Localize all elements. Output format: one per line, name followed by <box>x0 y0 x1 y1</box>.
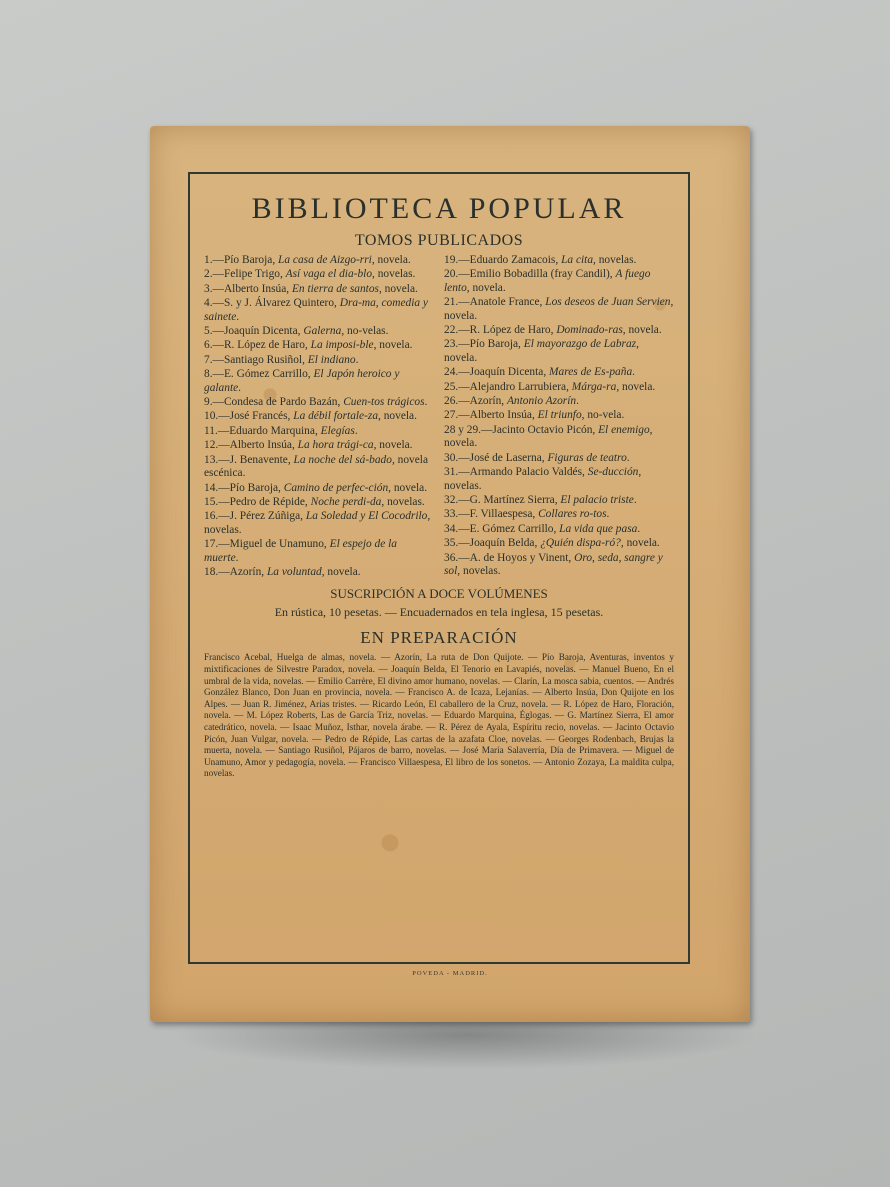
volume-work: A fuego lento <box>444 268 651 294</box>
printer-imprint: POVEDA - MADRID. <box>412 970 488 977</box>
volume-number: 33.— <box>444 508 470 521</box>
volume-work: Figuras de teatro <box>547 451 627 464</box>
volume-work: La débil fortale-za <box>293 410 379 423</box>
volume-entry <box>204 254 434 267</box>
volume-genre: . <box>238 381 242 394</box>
volume-genre: . <box>626 451 630 464</box>
volume-entry <box>204 354 434 367</box>
volume-genre: , novela. <box>371 254 411 266</box>
volume-genre: , novelas. <box>381 495 425 508</box>
left-column <box>204 254 434 580</box>
volume-number: 31.— <box>444 466 470 479</box>
volume-author: José de Laserna, <box>469 451 548 464</box>
volume-author: Jacinto Octavio Picón, <box>492 423 599 436</box>
volume-author: R. López de Haro, <box>469 324 557 337</box>
volume-author: R. López de Haro, <box>223 339 311 352</box>
volume-genre: . <box>633 493 637 506</box>
volume-genre: . <box>236 310 240 323</box>
volume-entry <box>204 268 434 281</box>
subtitle: TOMOS PUBLICADOS <box>354 232 524 249</box>
volume-genre: , novela. <box>378 410 417 423</box>
volume-work: Noche perdi-da <box>310 495 382 508</box>
volume-number: 23.— <box>444 338 470 351</box>
volume-work: El Japón heroico y galante <box>204 368 400 394</box>
volume-genre: . <box>424 396 428 409</box>
volume-genre: , novela. <box>388 481 428 494</box>
volume-author: Alberto Insúa, <box>469 409 538 422</box>
preparation-heading: EN PREPARACIÓN <box>360 628 518 648</box>
volume-entry <box>204 396 434 409</box>
volume-entry <box>204 283 434 296</box>
volume-author: Alejandro Larrubiera, <box>469 380 572 393</box>
volume-author: Santiago Rusiñol, <box>223 353 308 366</box>
volume-genre: , novela. <box>622 324 662 337</box>
page-title: BIBLIOTECA POPULAR <box>251 192 627 225</box>
volume-author: Emilio Bobadilla (fray Candil), <box>469 268 616 281</box>
volume-entry <box>444 452 674 465</box>
volume-author: Armando Palacio Valdés, <box>469 466 588 479</box>
volume-work: El triunfo <box>537 409 582 422</box>
volume-author: Alberto Insúa, <box>229 439 298 452</box>
volume-work: La cita <box>561 254 594 266</box>
volume-genre: , novela. <box>373 439 413 452</box>
volume-number: 20.— <box>444 268 470 281</box>
volume-entry <box>204 410 434 423</box>
volume-number: 22.— <box>444 324 470 337</box>
volume-genre: , novela. <box>444 296 674 322</box>
volume-genre: . <box>235 551 239 564</box>
volume-number: 1.— <box>204 254 224 266</box>
volume-author: A. de Hoyos y Vinent, <box>469 551 575 564</box>
volume-genre: , novela. <box>616 380 656 393</box>
volume-number: 4.— <box>204 297 224 310</box>
volume-entry <box>444 381 674 394</box>
volume-genre: , novelas. <box>593 254 637 266</box>
volume-genre: . <box>354 424 358 437</box>
volume-entry <box>204 566 434 579</box>
volume-author: Azorín, <box>229 565 267 578</box>
volume-number: 24.— <box>444 366 470 379</box>
volume-number: 27.— <box>444 409 470 422</box>
volume-entry <box>204 482 434 495</box>
volume-number: 2.— <box>204 268 224 281</box>
volume-work: Se-ducción <box>587 466 639 479</box>
volume-entry <box>204 510 434 537</box>
volume-entry <box>204 538 434 565</box>
volume-entry <box>204 454 434 481</box>
volume-entry <box>204 368 434 395</box>
volume-entry <box>444 395 674 408</box>
volume-number: 6.— <box>204 339 224 352</box>
volume-entry <box>444 508 674 521</box>
volume-entry <box>444 537 674 550</box>
volume-work: La casa de Aizgo-rri <box>278 254 372 266</box>
volume-entry <box>444 494 674 507</box>
volume-author: José Francés, <box>229 410 294 423</box>
volume-author: Pedro de Répide, <box>229 495 311 508</box>
volume-number: 12.— <box>204 439 230 452</box>
volume-work: El espejo de la muerte <box>204 538 397 564</box>
volume-work: La noche del sá-bado <box>293 453 392 466</box>
volume-work: Márga-ra <box>571 380 617 393</box>
volume-genre: , novela. <box>378 282 418 295</box>
volume-entry <box>204 339 434 352</box>
volume-work: La Soledad y El Cocodrilo <box>305 510 428 523</box>
volume-entry <box>444 268 674 295</box>
subscription-heading: SUSCRIPCIÓN A DOCE VOLÚMENES <box>330 586 548 602</box>
volume-entry <box>444 424 674 451</box>
volume-entry <box>444 324 674 337</box>
volume-genre: , novela. <box>466 281 506 294</box>
volume-entry <box>444 552 674 579</box>
volume-number: 19.— <box>444 254 470 266</box>
volume-author: Pío Baroja, <box>223 254 279 266</box>
volume-genre: , novela. <box>444 423 653 450</box>
volume-work: La vida que pasa <box>559 522 638 535</box>
printed-frame <box>188 172 690 964</box>
volume-number: 30.— <box>444 451 470 464</box>
volume-work: ¿Quién dispa-ró? <box>540 537 621 550</box>
volume-number: 36.— <box>444 551 470 564</box>
volume-entry <box>204 325 434 338</box>
volume-number: 3.— <box>204 282 224 295</box>
volume-genre: . <box>576 395 579 408</box>
volume-number: 21.— <box>444 296 470 309</box>
volume-author: Felipe Trigo, <box>223 268 286 281</box>
volume-entry <box>444 409 674 422</box>
volume-genre: . <box>606 508 610 521</box>
volume-author: Azorín, <box>469 395 507 408</box>
volume-author: Alberto Insúa, <box>223 282 292 295</box>
book-back-cover <box>150 126 750 1022</box>
volume-work: Dra-ma, comedia y sainete <box>204 297 428 323</box>
volume-author: E. Gómez Carrillo, <box>223 368 314 381</box>
volume-entry <box>444 338 674 365</box>
volume-work: Cuen-tos trágicos <box>343 396 425 409</box>
volume-work: El indiano <box>307 353 356 366</box>
volume-number: 8.— <box>204 368 224 381</box>
volume-entry <box>444 466 674 493</box>
volume-work: La voluntad <box>266 565 322 578</box>
volume-number: 32.— <box>444 493 470 506</box>
volume-work: El palacio triste <box>560 493 634 506</box>
volume-genre: . <box>355 353 359 366</box>
volume-entry <box>204 425 434 438</box>
volume-number: 25.— <box>444 380 470 393</box>
volume-work: El enemigo <box>598 423 650 436</box>
volume-entry <box>444 254 674 267</box>
volume-author: Condesa de Pardo Bazán, <box>223 396 344 409</box>
volume-work: Galerna <box>303 325 342 338</box>
volume-work: Mares de Es-paña <box>549 366 633 379</box>
volume-entry <box>204 439 434 452</box>
volume-entry <box>204 496 434 509</box>
volume-number: 18.— <box>204 565 230 578</box>
volume-number: 14.— <box>204 481 230 494</box>
volume-number: 26.— <box>444 395 470 408</box>
volume-genre: , novela. <box>373 339 413 352</box>
volume-number: 5.— <box>204 325 224 338</box>
volume-author: J. Benavente, <box>229 453 294 466</box>
volume-number: 11.— <box>204 424 230 437</box>
right-column <box>444 254 674 580</box>
volume-genre: , no-vela. <box>581 409 625 422</box>
volume-number: 16.— <box>204 510 230 523</box>
volume-number: 35.— <box>444 537 470 550</box>
volume-number: 17.— <box>204 538 230 551</box>
volume-work: Los deseos de Juan Servien <box>545 296 671 309</box>
volume-work: Antonio Azorín <box>506 395 577 408</box>
volume-work: Así vaga el dia-blo <box>285 268 373 281</box>
volume-work: Dominado-ras <box>556 324 623 337</box>
volume-number: 9.— <box>204 396 224 409</box>
volume-author: F. Villaespesa, <box>469 508 539 521</box>
volume-work: En tierra de santos <box>291 282 379 295</box>
volume-author: J. Pérez Zúñiga, <box>229 510 306 523</box>
preparation-list: Francisco Acebal, Huelga de almas, novela. — Azorín, La ruta de Don Quijote. — Pío Baroja, Aventuras, inventos y mixtificaciones de Silvestre Paradox, novela. — Joaquín Belda, El Tenorio en Lavapiés, novelas. — Manuel Bueno, En el umbral de la vida, novelas. — Emilio Carrère, El divino amor humano, novelas. — Clarín, La mosca sabia, cuentos. — Andrés González Blanco, Don Juan en provincia, novela. — Francisco A. de Icaza, Lejanías. — Alberto Insúa, Don Quijote en los Alpes. — Juan R. Jiménez, Arias tristes. — Ricardo León, El caballero de la Cruz, novela. — R. López de Haro, Floración, novela. — M. López Roberts, Las de García Triz, novelas. — Eduardo Marquina, Églogas. — G. Martínez Sierra, El amor catedrático, novela. — Isaac Muñoz, Isthar, novela árabe. — R. Pérez de Ayala, Espíritu recio, novelas. — Jacinto Octavio Picón, Juan Vulgar, novela. — Pedro de Répide, Las cartas de la azafata Cloe, novelas. — Georges Rodenbach, Brujas la muerta, novela. — Santiago Rusiñol, Pájaros de barro, novelas. — José María Salaverría, Día de Primavera. — Miguel de Unamuno, Amor y pedagogía, novela. — Francisco Villaespesa, El libro de los sonetos. — Antonio Zozaya, La maldita culpa, novelas. <box>204 652 674 779</box>
volume-genre: , novelas. <box>457 564 501 577</box>
volume-author: S. y J. Álvarez Quintero, <box>223 297 340 310</box>
volume-number: 7.— <box>204 353 224 366</box>
volume-genre: , novelas. <box>204 510 431 536</box>
volume-author: E. Gómez Carrillo, <box>469 522 560 535</box>
volume-number: 10.— <box>204 410 230 423</box>
volume-genre: , novela. <box>620 537 660 550</box>
volume-work: La hora trági-ca <box>297 439 374 452</box>
volume-author: Miguel de Unamuno, <box>229 538 330 551</box>
volume-genre: , novela. <box>444 338 639 364</box>
volume-genre: , novelas. <box>372 268 416 281</box>
volume-work: La imposi-ble <box>310 339 374 352</box>
volume-number: 13.— <box>204 453 230 466</box>
volume-author: Eduardo Zamacois, <box>469 254 562 266</box>
volume-author: G. Martínez Sierra, <box>469 493 561 506</box>
volume-entry <box>204 297 434 324</box>
volume-author: Joaquín Dicenta, <box>223 325 304 338</box>
volume-author: Pío Baroja, <box>469 338 524 351</box>
volume-entry <box>444 366 674 379</box>
volume-work: Collares ro-tos <box>538 508 607 521</box>
volume-author: Joaquín Belda, <box>469 537 541 550</box>
volume-author: Anatole France, <box>469 296 546 309</box>
volume-entry <box>444 296 674 323</box>
volume-author: Joaquín Dicenta, <box>469 366 550 379</box>
volume-number: 28 y 29.— <box>444 423 493 436</box>
volume-work: Camino de perfec-ción <box>283 481 389 494</box>
volume-entry <box>444 523 674 536</box>
volume-author: Pío Baroja, <box>229 481 284 494</box>
volume-genre: , no-velas. <box>341 325 389 338</box>
prices-text: En rústica, 10 pesetas. — Encuadernados en tela inglesa, 15 pesetas. <box>274 605 604 620</box>
volume-genre: , novela escénica. <box>204 453 428 480</box>
volume-columns <box>204 254 674 580</box>
volume-number: 34.— <box>444 522 470 535</box>
volume-genre: . <box>632 366 635 379</box>
volume-work: Elegías <box>320 424 355 437</box>
volume-genre: , novela. <box>321 565 361 578</box>
volume-author: Eduardo Marquina, <box>229 424 321 437</box>
volume-work: Oro, seda, sangre y sol <box>444 551 663 577</box>
volume-genre: . <box>637 522 641 535</box>
volume-number: 15.— <box>204 495 230 508</box>
volume-work: El mayorazgo de Labraz <box>523 338 637 351</box>
volume-genre: , novelas. <box>444 466 642 492</box>
